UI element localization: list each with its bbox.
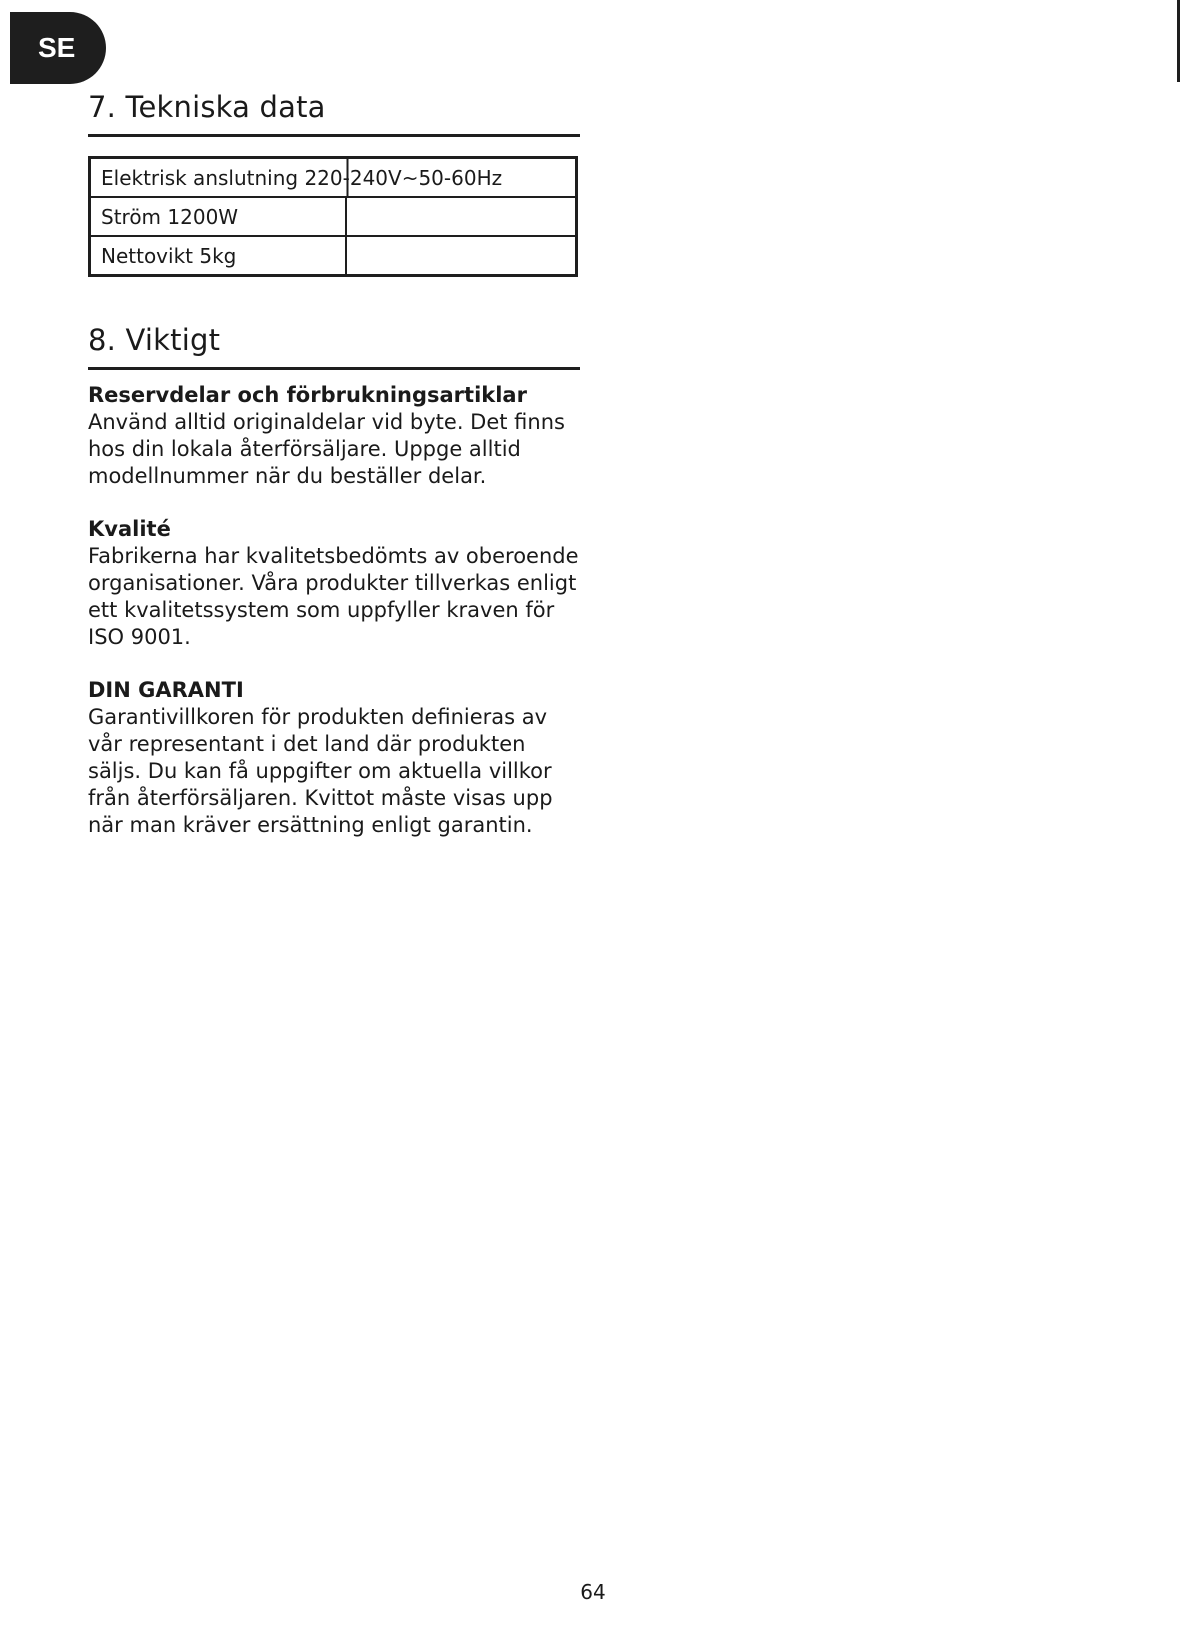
quality-body: Fabrikerna har kvalitetsbedömts av oberoende organisationer. Våra produkter tillverkas enligt ett kvalitetssystem som uppfyller kraven för ISO 9001. (88, 544, 579, 649)
spare-parts-title: Reservdelar och förbrukningsartiklar (88, 383, 527, 407)
spare-parts-body: Använd alltid originaldelar vid byte. Det finns hos din lokala återförsäljare. Uppge alltid modellnummer när du beställer delar. (88, 410, 565, 488)
spec-cell-power: Ström 1200W (90, 197, 346, 236)
spec-cell-empty (346, 197, 577, 236)
spec-cell-empty (346, 236, 577, 276)
tech-data-heading: 7. Tekniska data (88, 90, 326, 124)
important-rule (88, 367, 580, 370)
tech-spec-table (88, 156, 578, 277)
tech-data-rule (88, 134, 580, 137)
warranty-title: DIN GARANTI (88, 678, 244, 702)
page-edge-mark (1177, 0, 1180, 82)
quality-title: Kvalité (88, 517, 171, 541)
warranty-paragraph (88, 677, 580, 839)
quality-paragraph (88, 516, 580, 651)
table-row (90, 236, 577, 276)
table-row (90, 197, 577, 236)
page-content (88, 86, 580, 839)
language-tab: SE (10, 12, 106, 84)
important-heading: 8. Viktigt (88, 323, 221, 357)
page-number: 64 (580, 1580, 606, 1604)
spare-parts-paragraph (88, 382, 580, 490)
table-row (90, 158, 577, 198)
spec-cell-weight: Nettovikt 5kg (90, 236, 346, 276)
warranty-body: Garantivillkoren för produkten definieras av vår representant i det land där produkten säljs. Du kan få uppgifter om aktuella villkor från återförsäljaren. Kvittot måste visas upp när man kräver ersättning enligt garantin. (88, 705, 553, 837)
spec-cell-voltage: Elektrisk anslutning 220-240V~50-60Hz (90, 158, 577, 198)
